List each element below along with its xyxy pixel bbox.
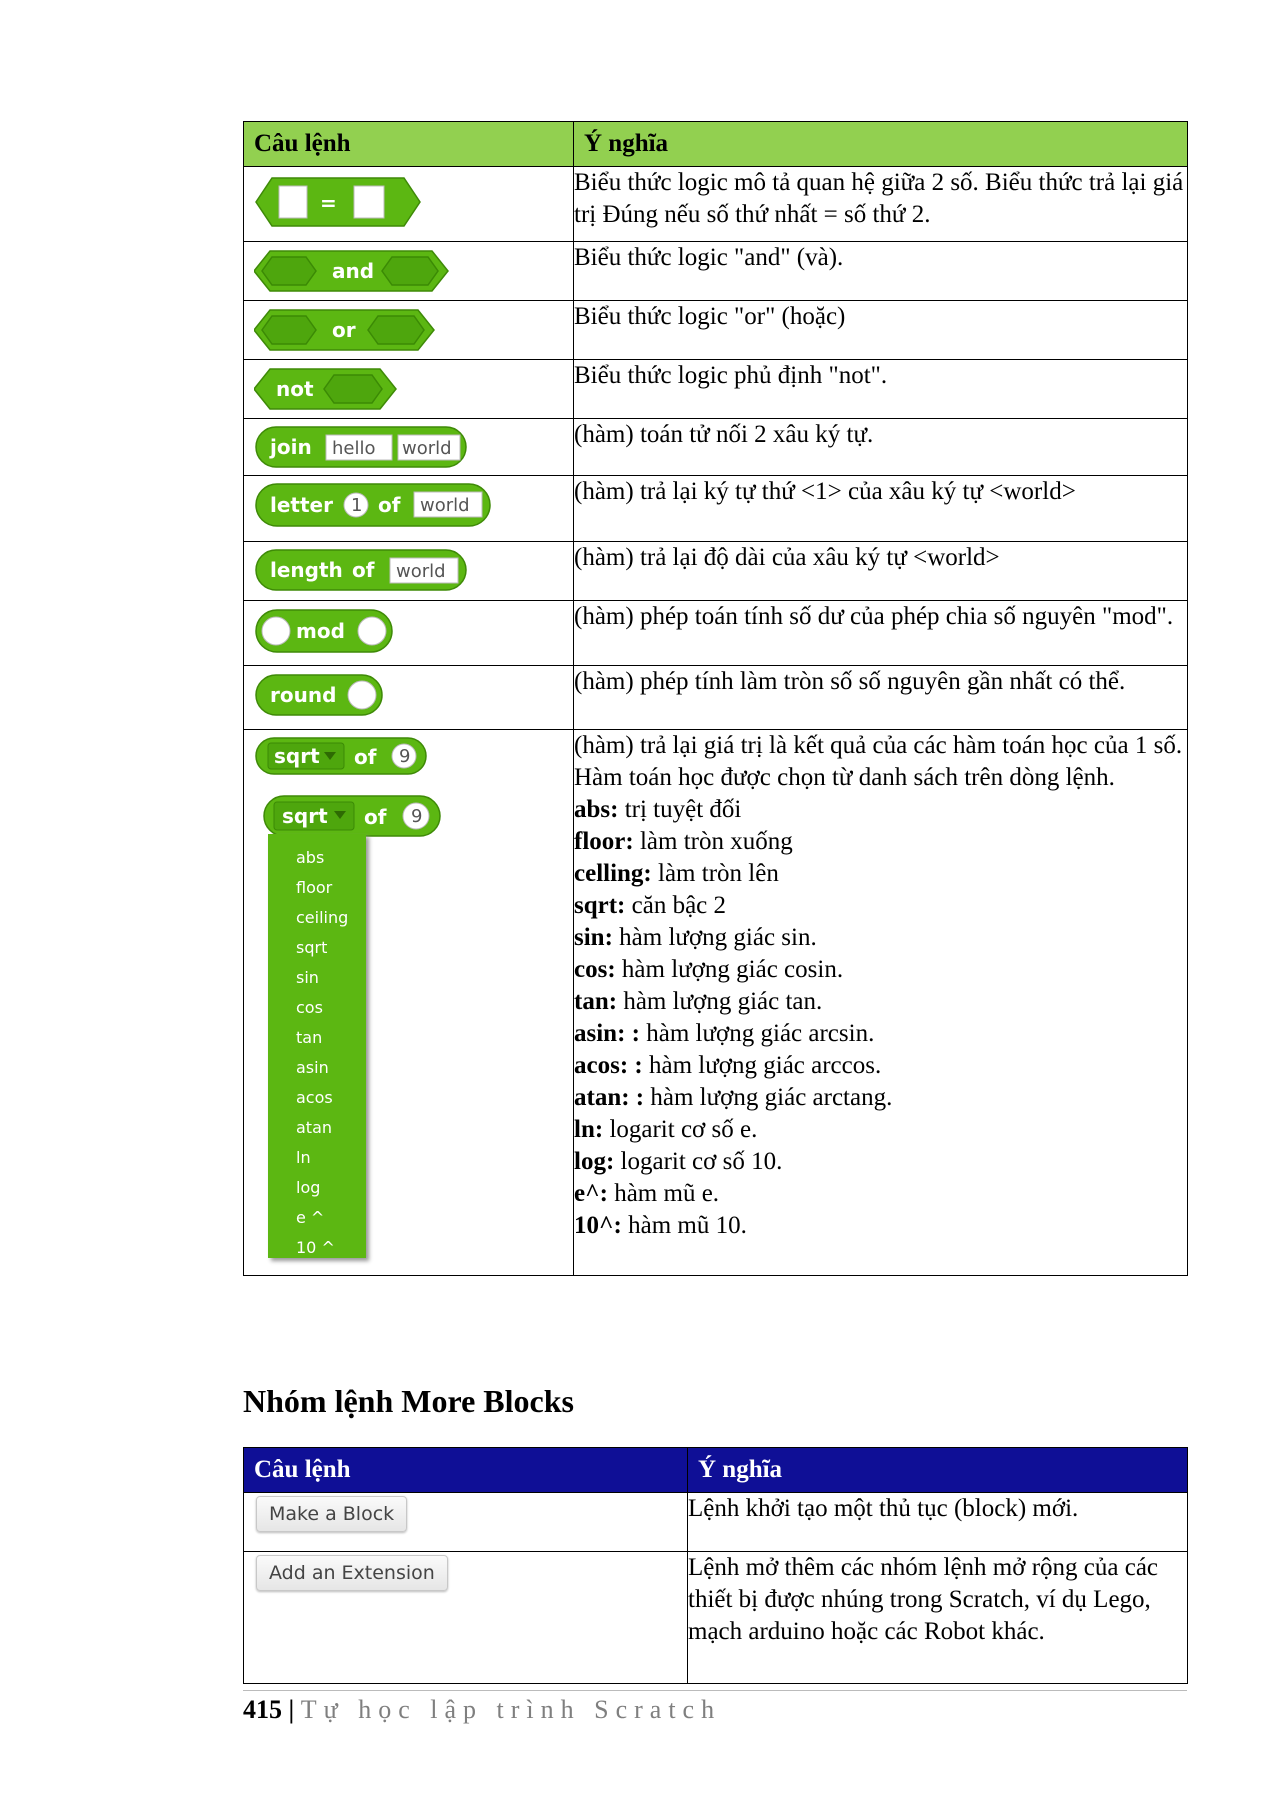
math-func-block bbox=[254, 732, 434, 782]
table-row bbox=[244, 242, 1188, 301]
and-block bbox=[254, 245, 454, 301]
table-row bbox=[244, 301, 1188, 360]
desc-cell: (hàm) toán tử nối 2 xâu ký tự. bbox=[574, 419, 1188, 476]
math-func-item bbox=[574, 922, 1187, 954]
table-row bbox=[244, 542, 1188, 601]
math-func-meaning: hàm lượng giác sin. bbox=[612, 924, 817, 951]
table-row bbox=[244, 666, 1188, 730]
menu-item[interactable]: 10 ^ bbox=[296, 1238, 335, 1257]
math-func-meaning: hàm lượng giác cosin. bbox=[615, 956, 844, 983]
math-func-term: cos: bbox=[574, 956, 616, 983]
block-cell bbox=[244, 301, 574, 360]
math-func-term: abs: bbox=[574, 796, 619, 823]
math-func-item bbox=[574, 1018, 1187, 1050]
operators-table bbox=[243, 121, 1188, 1276]
math-func-open: sqrt bbox=[282, 804, 328, 828]
menu-item[interactable]: ln bbox=[296, 1148, 311, 1167]
block-cell bbox=[244, 167, 574, 242]
desc-cell: Biểu thức logic "or" (hoặc) bbox=[574, 301, 1188, 360]
length-label: length bbox=[270, 558, 343, 582]
math-func-term: 10^: bbox=[574, 1212, 622, 1239]
block-cell bbox=[244, 476, 574, 542]
block-cell bbox=[244, 419, 574, 476]
make-a-block-button[interactable]: Make a Block bbox=[256, 1496, 407, 1532]
math-func-term: floor: bbox=[574, 828, 634, 855]
math-func: sqrt bbox=[274, 744, 320, 768]
math-func-term: log: bbox=[574, 1148, 615, 1175]
math-func-item bbox=[574, 1178, 1187, 1210]
math-num-open: 9 bbox=[411, 806, 423, 827]
math-func-term: sqrt: bbox=[574, 892, 626, 919]
menu-item[interactable]: tan bbox=[296, 1028, 323, 1047]
footer-rule bbox=[243, 1690, 1187, 1691]
mod-block bbox=[254, 604, 404, 660]
math-desc-intro: (hàm) trả lại giá trị là kết quả của các hàm toán học của 1 số. Hàm toán học được chọn từ danh sách trên dòng lệnh. bbox=[574, 732, 1183, 791]
table-row bbox=[244, 167, 1188, 242]
menu-item[interactable]: cos bbox=[296, 998, 323, 1017]
block-cell bbox=[244, 666, 574, 730]
length-block bbox=[254, 544, 484, 598]
equals-label: = bbox=[320, 191, 337, 215]
letter-label: letter bbox=[270, 493, 333, 517]
math-func-meaning: làm tròn xuống bbox=[633, 828, 793, 855]
or-block bbox=[254, 304, 454, 360]
round-block bbox=[254, 669, 404, 725]
section-title: Nhóm lệnh More Blocks bbox=[243, 1383, 574, 1419]
menu-item[interactable]: abs bbox=[296, 848, 325, 867]
math-func-meaning: căn bậc 2 bbox=[625, 892, 727, 919]
desc-cell: Biểu thức logic mô tả quan hệ giữa 2 số. Biểu thức trả lại giá trị Đúng nếu số thứ nhất = số thứ 2. bbox=[574, 167, 1188, 242]
desc-cell: Lệnh khởi tạo một thủ tục (block) mới. bbox=[688, 1493, 1188, 1552]
menu-item[interactable]: sqrt bbox=[296, 938, 328, 957]
math-of: of bbox=[354, 745, 377, 769]
desc-cell: (hàm) phép tính làm tròn số số nguyên gần nhất có thể. bbox=[574, 666, 1188, 730]
math-func-meaning: hàm mũ 10. bbox=[621, 1212, 747, 1239]
math-func-term: acos: : bbox=[574, 1052, 643, 1079]
table-row bbox=[244, 601, 1188, 666]
table-row bbox=[244, 1552, 1188, 1684]
math-func-item bbox=[574, 1114, 1187, 1146]
header-col-meaning: Ý nghĩa bbox=[688, 1448, 1188, 1493]
block-cell bbox=[244, 730, 574, 1276]
math-func-meaning: logarit cơ số 10. bbox=[614, 1148, 783, 1175]
math-func-item bbox=[574, 1082, 1187, 1114]
length-arg: world bbox=[396, 561, 446, 582]
math-func-meaning: hàm lượng giác arccos. bbox=[642, 1052, 882, 1079]
letter-num: 1 bbox=[351, 495, 363, 516]
math-func-meaning: hàm lượng giác arcsin. bbox=[639, 1020, 875, 1047]
desc-cell: (hàm) trả lại ký tự thứ <1> của xâu ký tự <world> bbox=[574, 476, 1188, 542]
join-label: join bbox=[270, 435, 312, 459]
menu-item[interactable]: ceiling bbox=[296, 908, 349, 927]
desc-cell: Biểu thức logic "and" (và). bbox=[574, 242, 1188, 301]
block-cell bbox=[244, 1552, 688, 1684]
desc-cell: Biểu thức logic phủ định "not". bbox=[574, 360, 1188, 419]
math-func-item bbox=[574, 954, 1187, 986]
and-label: and bbox=[332, 259, 375, 283]
math-func-term: sin: bbox=[574, 924, 613, 951]
block-cell bbox=[244, 242, 574, 301]
math-func-meaning: trị tuyệt đối bbox=[618, 796, 742, 823]
math-func-meaning: hàm lượng giác tan. bbox=[617, 988, 823, 1015]
math-func-meaning: hàm lượng giác arctang. bbox=[644, 1084, 893, 1111]
menu-item[interactable]: asin bbox=[296, 1058, 329, 1077]
more-blocks-table bbox=[243, 1447, 1188, 1684]
not-block bbox=[254, 363, 454, 419]
header-col-command: Câu lệnh bbox=[244, 122, 574, 167]
letter-arg: world bbox=[420, 495, 470, 516]
footer-title: Tự học lập trình Scratch bbox=[300, 1695, 722, 1724]
add-an-extension-button[interactable]: Add an Extension bbox=[256, 1555, 448, 1591]
math-of-open: of bbox=[364, 805, 387, 829]
menu-item[interactable]: log bbox=[296, 1178, 321, 1197]
menu-item[interactable]: atan bbox=[296, 1118, 333, 1137]
math-func-item bbox=[574, 1210, 1187, 1242]
math-func-term: ln: bbox=[574, 1116, 604, 1143]
math-func-item bbox=[574, 826, 1187, 858]
desc-cell bbox=[574, 730, 1188, 1276]
math-func-term: e^: bbox=[574, 1180, 608, 1207]
desc-cell: (hàm) trả lại độ dài của xâu ký tự <world> bbox=[574, 542, 1188, 601]
join-arg1: hello bbox=[332, 438, 376, 459]
menu-item[interactable]: acos bbox=[296, 1088, 333, 1107]
block-cell bbox=[244, 601, 574, 666]
block-cell bbox=[244, 542, 574, 601]
desc-cell: (hàm) phép toán tính số dư của phép chia số nguyên "mod". bbox=[574, 601, 1188, 666]
footer bbox=[243, 1695, 721, 1725]
math-num: 9 bbox=[399, 746, 411, 767]
math-func-term: tan: bbox=[574, 988, 618, 1015]
math-func-meaning: làm tròn lên bbox=[651, 860, 779, 887]
letter-of: of bbox=[378, 493, 401, 517]
mod-label: mod bbox=[296, 619, 345, 643]
math-func-dropdown-menu bbox=[268, 834, 366, 1258]
table-header bbox=[244, 122, 1188, 167]
header-col-meaning: Ý nghĩa bbox=[574, 122, 1188, 167]
header-col-command: Câu lệnh bbox=[244, 1448, 688, 1493]
math-func-term: celling: bbox=[574, 860, 652, 887]
table-row bbox=[244, 476, 1188, 542]
desc-cell: Lệnh mở thêm các nhóm lệnh mở rộng của các thiết bị được nhúng trong Scratch, ví dụ Lego, mạch arduino hoặc các Robot khác. bbox=[688, 1552, 1188, 1684]
math-func-meaning: hàm mũ e. bbox=[607, 1180, 720, 1207]
math-func-item bbox=[574, 858, 1187, 890]
join-arg2: world bbox=[402, 438, 452, 459]
page-number: 415 bbox=[243, 1695, 282, 1724]
math-func-item bbox=[574, 986, 1187, 1018]
table-row bbox=[244, 419, 1188, 476]
table-row bbox=[244, 360, 1188, 419]
footer-separator: | bbox=[288, 1695, 295, 1724]
math-func-meaning: logarit cơ số e. bbox=[603, 1116, 758, 1143]
math-func-item bbox=[574, 1146, 1187, 1178]
menu-item[interactable]: e ^ bbox=[296, 1208, 325, 1227]
letter-block bbox=[254, 478, 494, 534]
math-func-list bbox=[574, 794, 1187, 1242]
block-cell bbox=[244, 1493, 688, 1552]
math-func-term: atan: : bbox=[574, 1084, 645, 1111]
math-func-item bbox=[574, 1050, 1187, 1082]
math-func-item bbox=[574, 890, 1187, 922]
math-func-term: asin: : bbox=[574, 1020, 640, 1047]
menu-item[interactable]: sin bbox=[296, 968, 319, 987]
not-label: not bbox=[276, 377, 314, 401]
length-of: of bbox=[352, 558, 375, 582]
equals-block bbox=[254, 170, 424, 240]
round-label: round bbox=[270, 683, 337, 707]
table-header bbox=[244, 1448, 1188, 1493]
table-row bbox=[244, 730, 1188, 1276]
or-label: or bbox=[332, 318, 356, 342]
math-func-item bbox=[574, 794, 1187, 826]
table-row bbox=[244, 1493, 1188, 1552]
menu-item[interactable]: floor bbox=[296, 878, 333, 897]
block-cell bbox=[244, 360, 574, 419]
join-block bbox=[254, 421, 474, 475]
